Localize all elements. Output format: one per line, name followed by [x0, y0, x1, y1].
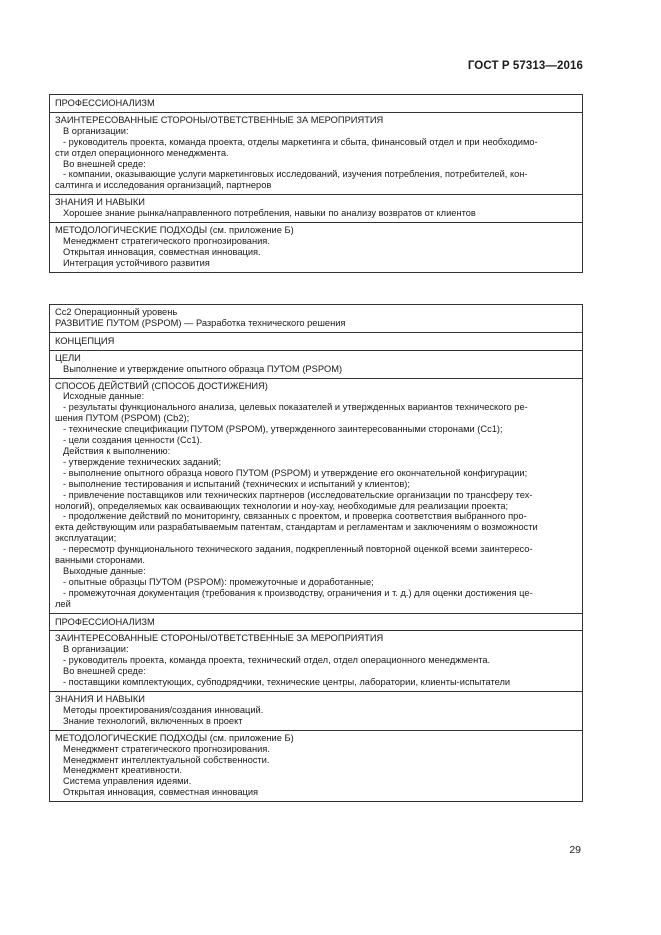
skills-section [50, 692, 582, 731]
stakeholders-section [50, 113, 582, 195]
text-line: - результаты функционального анализа, целевых показателей и утвержденных вариантов технического ре- [63, 402, 528, 413]
text-line: Менеджмент стратегического прогнозирования. [63, 235, 270, 246]
text-line: - пересмотр функционального технического задания, подкрепленный повторной оценкой всеми заинтересо- [63, 544, 533, 555]
table-2 [49, 304, 583, 802]
section-title: ЗАИНТЕРЕСОВАННЫЕ СТОРОНЫ/ОТВЕТСТВЕННЫЕ ЗА МЕРОПРИЯТИЯ [55, 114, 384, 125]
level-section [50, 305, 582, 333]
text-line: Менеджмент креативности. [63, 765, 183, 776]
text-line: ванными сторонами. [55, 555, 145, 566]
text-line: Выполнение и утверждение опытного образца ПУТОМ (PSPOM) [63, 363, 343, 374]
text-line: сти отдел операционного менеджмента. [55, 147, 229, 158]
section-title: ЗНАНИЯ И НАВЫКИ [55, 197, 145, 208]
text-line: - промежуточная документация (требования к производству, ограничения и т. д.) для оценки достижения це- [63, 587, 533, 598]
text-line: Во внешней среде: [63, 158, 146, 169]
text-line: екта действующим или разрабатываемым патентам, стандартам и регламентам и заключениям о возможности [55, 522, 538, 533]
skills-section [50, 195, 582, 223]
text-line: - руководитель проекта, команда проекта, технический отдел, отдел операционного менеджмента. [63, 655, 491, 666]
section-title: ПРОФЕССИОНАЛИЗМ [55, 98, 155, 108]
methods-section [50, 223, 582, 273]
text-line: Менеджмент стратегического прогнозирования. [63, 743, 270, 754]
text-line: - руководитель проекта, команда проекта, отделы маркетинга и сбыта, финансовый отдел и при необходимо- [63, 136, 538, 147]
text-line: - привлечение поставщиков или технических партнеров (исследовательские организации по трансферу тех- [63, 489, 533, 500]
section-title: ЦЕЛИ [55, 352, 81, 363]
section-title: КОНЦЕПЦИЯ [55, 335, 115, 346]
text-line: Выходные данные: [63, 565, 146, 576]
stakeholders-section [50, 631, 582, 692]
text-line: Открытая инновация, совместная инновация. [63, 246, 261, 257]
professionalism-section [50, 95, 582, 113]
section-title: ЗАИНТЕРЕСОВАННЫЕ СТОРОНЫ/ОТВЕТСТВЕННЫЕ ЗА МЕРОПРИЯТИЯ [55, 633, 384, 644]
standard-number: ГОСТ Р 57313—2016 [467, 60, 583, 72]
section-title: ЗНАНИЯ И НАВЫКИ [55, 694, 145, 704]
page-number: 29 [569, 844, 581, 856]
text-line: Открытая инновация, совместная инновация [63, 787, 259, 798]
text-line: В организации: [63, 125, 129, 136]
text-line: - опытные образцы ПУТОМ (PSPOM): промежуточные и доработанные; [63, 576, 374, 587]
text-line: Менеджмент интеллектуальной собственности. [63, 754, 270, 765]
text-line: В организации: [63, 644, 129, 655]
level-label: Cc2 Операционный уровень [55, 307, 178, 317]
text-line: Система управления идеями. [63, 776, 192, 787]
text-line: Методы проектирования/создания инноваций. [63, 704, 264, 715]
goals-section [50, 351, 582, 379]
text-line: - технические спецификации ПУТОМ (PSPOM), утвержденного заинтересованными сторонами (Cc1); [63, 424, 503, 435]
section-title: ПРОФЕССИОНАЛИЗМ [55, 616, 155, 627]
professionalism-section [50, 614, 582, 632]
text-line: шения ПУТОМ (PSPOM) (Cb2); [55, 413, 190, 424]
text-line: салтинга и исследования организаций, партнеров [55, 180, 272, 191]
text-line: Исходные данные: [63, 391, 145, 402]
section-title: СПОСОБ ДЕЙСТВИЙ (СПОСОБ ДОСТИЖЕНИЯ) [55, 380, 268, 391]
text-line: Знание технологий, включенных в проект [63, 715, 243, 726]
way-section [50, 379, 582, 614]
text-line: - поставщики комплектующих, субподрядчики, технические центры, лаборатории, клиенты-испытатели [63, 677, 511, 688]
text-line: - компании, оказывающие услуги маркетинговых исследований, изучения потребления, потребителей, кон- [63, 169, 528, 180]
section-title: МЕТОДОЛОГИЧЕСКИЕ ПОДХОДЫ (см. приложение Б) [55, 225, 294, 236]
text-line: эксплуатации; [55, 533, 117, 544]
text-line: - выполнение опытного образца нового ПУТОМ (PSPOM) и утверждение его окончательной конфигурации; [63, 467, 528, 478]
text-line: Действия к выполнению: [63, 445, 171, 456]
text-line: Интеграция устойчивого развития [63, 257, 210, 268]
text-line: - продолжение действий по мониторингу, связанных с проектом, и проверка соответствия выбранного про- [63, 511, 527, 522]
section-title: МЕТОДОЛОГИЧЕСКИЕ ПОДХОДЫ (см. приложение Б) [55, 732, 294, 743]
table-1 [49, 94, 583, 273]
text-line: нологий), определяемых как осваивающих технологии и ноу-хау, необходимые для реализации проекта; [55, 500, 509, 511]
text-line: - цели создания ценности (Cc1). [63, 435, 203, 446]
text-line: Во внешней среде: [63, 666, 146, 677]
text-line: - утверждение технических заданий; [63, 456, 222, 467]
methods-section [50, 731, 582, 802]
development-title: РАЗВИТИЕ ПУТОМ (PSPOM) — Разработка технического решения [55, 317, 346, 328]
concept-section [50, 333, 582, 351]
text-line: Хорошее знание рынка/направленного потребления, навыки по анализу возвратов от клиентов [63, 208, 476, 219]
text-line: лей [55, 598, 71, 609]
text-line: - выполнение тестирования и испытаний (технических и испытаний у клиентов); [63, 478, 410, 489]
